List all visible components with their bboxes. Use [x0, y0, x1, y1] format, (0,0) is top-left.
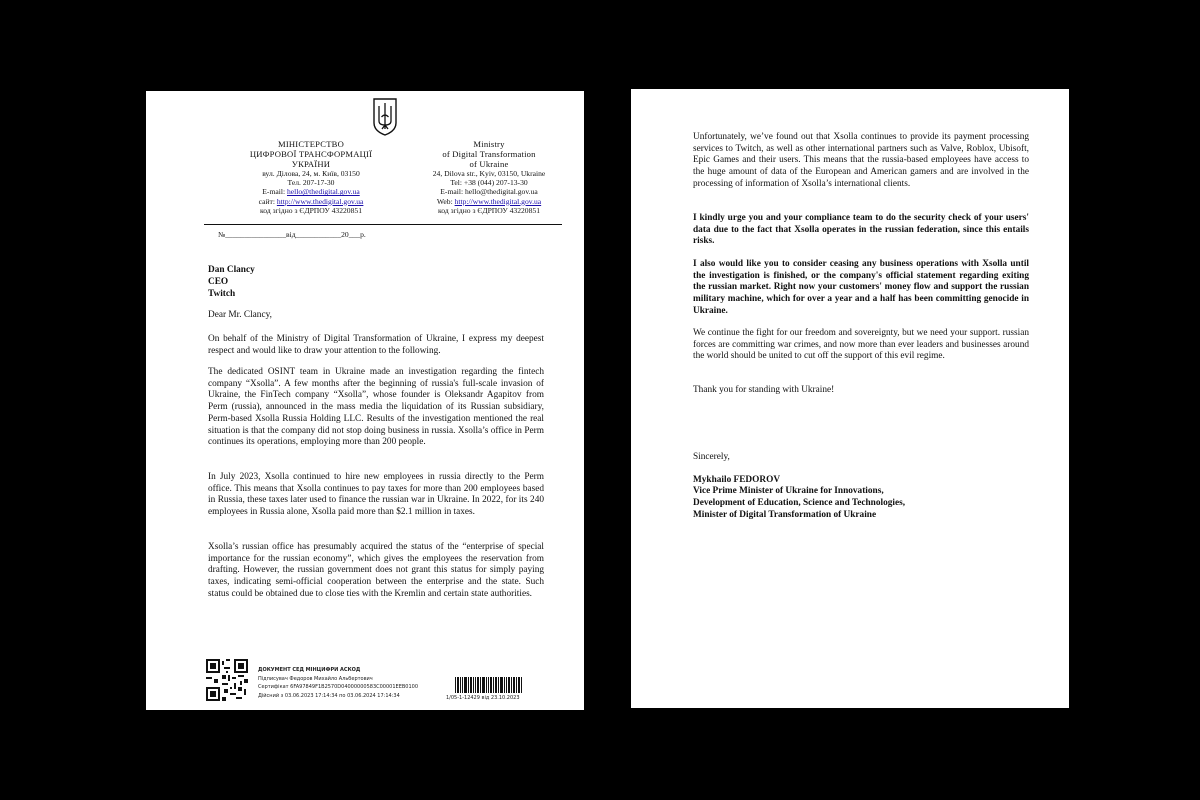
salutation: Dear Mr. Clancy,	[208, 310, 272, 320]
paragraph-text: The dedicated OSINT team in Ukraine made an investigation regarding the fintech company “Xsolla”. A few months after the beginning of russia's full-scale invasion of Ukraine, the FinTech company “Xsolla”, whose founder is Oleksandr Agapitov from Perm (russia), announced in the mass media the liquidation of its Russian subsidiary, Perm-based Xsolla Russia Holding LLC. Results of the investigation mentioned the real situation is that the company did not stop doing business in russia. Xsolla’s office in Perm continues its operations, employing more than 200 people.	[208, 367, 544, 448]
ministry-address-ua: вул. Ділова, 24, м. Київ, 03150	[262, 169, 360, 178]
signatory-title-line2: Development of Education, Science and Technologies,	[693, 498, 906, 509]
ministry-header-english	[404, 139, 574, 215]
signatory-title-line1: Vice Prime Minister of Ukraine for Innovations,	[693, 486, 884, 497]
ministry-name-ua-line2: ЦИФРОВОЇ ТРАНСФОРМАЦІЇ	[249, 149, 373, 159]
paragraph-text: I kindly urge you and your compliance team to do the security check of your users' data due to the fact that Xsolla operates in the russian federation, since this entails risks.	[693, 213, 1029, 247]
site-label: сайт:	[258, 196, 277, 206]
body-paragraph	[693, 132, 1029, 191]
paragraph-text: I also would like you to consider ceasing any business operations with Xsolla until the investigation is finished, or the company's official statement regarding exiting the russian market. Right now your customers' money flow and support the russian military machine, which for over a year and a half has been committing genocide in Ukraine.	[693, 259, 1029, 316]
paragraph-text: Thank you for standing with Ukraine!	[693, 385, 835, 395]
ministry-name-ua-line3: УКРАЇНИ	[291, 159, 331, 169]
recipient-block	[208, 264, 255, 300]
ministry-name-en-line1: Ministry	[473, 139, 505, 149]
ministry-edrpou-en: код згідно з ЄДРПОУ 43220851	[438, 205, 540, 215]
signature-block	[693, 452, 905, 522]
ministry-header-ukrainian	[216, 139, 406, 215]
stamp-certificate: Сертифікат 6FA97849F1B2570D04000000583C00001EEB0100	[258, 684, 419, 690]
ministry-web-en-row	[404, 197, 574, 206]
paragraph-text: Unfortunately, we’ve found out that Xsolla continues to provide its payment processing services to Twitch, as well as other international partners such as Valve, Roblox, Ubisoft, Epic Games and their users. This means that the russia-based employees have access to the huge amount of data of the European and American gamers and are involved in the processing of information of Xsolla’s international clients.	[693, 132, 1029, 189]
ministry-name-en-line3: of Ukraine	[469, 159, 509, 169]
ministry-name-en-line2: of Digital Transformation	[442, 149, 536, 159]
stamp-title: ДОКУМЕНТ СЕД МІНЦИФРИ АСКОД	[258, 667, 361, 673]
electronic-signature-stamp	[258, 666, 418, 700]
body-paragraph-bold	[693, 259, 1029, 318]
body-paragraph	[208, 542, 544, 601]
ministry-edrpou-ua: код згідно з ЄДРПОУ 43220851	[260, 205, 362, 215]
recipient-name: Dan Clancy	[208, 265, 255, 275]
ministry-site-link-ua[interactable]: http://www.thedigital.gov.ua	[276, 196, 364, 206]
ukraine-trident-emblem	[372, 97, 398, 137]
paragraph-text: In July 2023, Xsolla continued to hire new employees in russia directly to the Perm office. This means that Xsolla continues to pay taxes for more than 200 employees based in Russia, these taxes later used to finance the russian war in Ukraine. In 2022, for its 240 employees in Russia alone, Xsolla paid more than $2.1 million in taxes.	[208, 472, 544, 518]
body-paragraph	[693, 385, 1029, 397]
letter-page-1	[146, 91, 584, 710]
qr-code-icon	[206, 659, 248, 701]
email-label: E-mail:	[262, 187, 287, 197]
body-paragraph	[208, 334, 544, 357]
ministry-address-en: 24, Dilova str., Kyiv, 03150, Ukraine	[432, 169, 546, 178]
recipient-title: CEO	[208, 277, 229, 287]
paragraph-text: Xsolla’s russian office has presumably acquired the status of the “enterprise of special importance for the russian economy”, which gives the employees the reservation from drafting. However, the russian government does not grant this status for simply paying taxes, indicating semi-official cooperation between the enterprise and the state. Such status could be obtained due to close ties with the Kremlin and certain state authorities.	[208, 542, 544, 599]
paragraph-text: On behalf of the Ministry of Digital Transformation of Ukraine, I express my deepest respect and would like to draw your attention to the following.	[208, 334, 544, 356]
ministry-name-ua-line1: МІНІСТЕРСТВО	[277, 139, 344, 149]
ministry-email-ua-row	[216, 187, 406, 196]
web-label: Web:	[436, 196, 455, 206]
body-paragraph	[208, 367, 544, 449]
signatory-name: Mykhailo FEDOROV	[693, 474, 781, 485]
barcode-icon	[455, 677, 523, 693]
letter-page-2	[631, 89, 1069, 708]
registration-number-line: №________________від____________20___р.	[218, 230, 366, 239]
document-registration-number: 1/05-1-12429 від 23.10.2023	[446, 695, 520, 701]
paragraph-text: We continue the fight for our freedom and sovereignty, but we need your support. russian forces are committing war crimes, and now more than ever leaders and businesses around the world should be united to cut off the support of this evil regime.	[693, 328, 1029, 362]
ministry-web-link-en[interactable]: http://www.thedigital.gov.ua	[454, 196, 542, 206]
body-paragraph-bold	[693, 213, 1029, 248]
ministry-email-link-ua[interactable]: hello@thedigital.gov.ua	[286, 187, 360, 197]
ministry-phone-en: Tel: +38 (044) 207-13-30	[450, 178, 528, 188]
stamp-signer: Підписувач Федоров Михайло Альбертович	[258, 675, 373, 682]
closing: Sincerely,	[693, 452, 730, 462]
body-paragraph	[208, 472, 544, 519]
ministry-site-ua-row	[216, 197, 406, 206]
header-divider	[204, 224, 562, 225]
body-paragraph	[693, 328, 1029, 363]
signatory	[693, 475, 905, 522]
signatory-title-line3: Minister of Digital Transformation of Ukraine	[693, 509, 877, 520]
recipient-company: Twitch	[208, 289, 236, 299]
ministry-email-en: E-mail: hello@thedigital.gov.ua	[440, 187, 538, 197]
ministry-phone-ua: Тел. 207-17-30	[287, 178, 335, 188]
stamp-validity: Дійсний з 03.06.2023 17:14:34 по 03.06.2024 17:14:34	[258, 692, 400, 699]
